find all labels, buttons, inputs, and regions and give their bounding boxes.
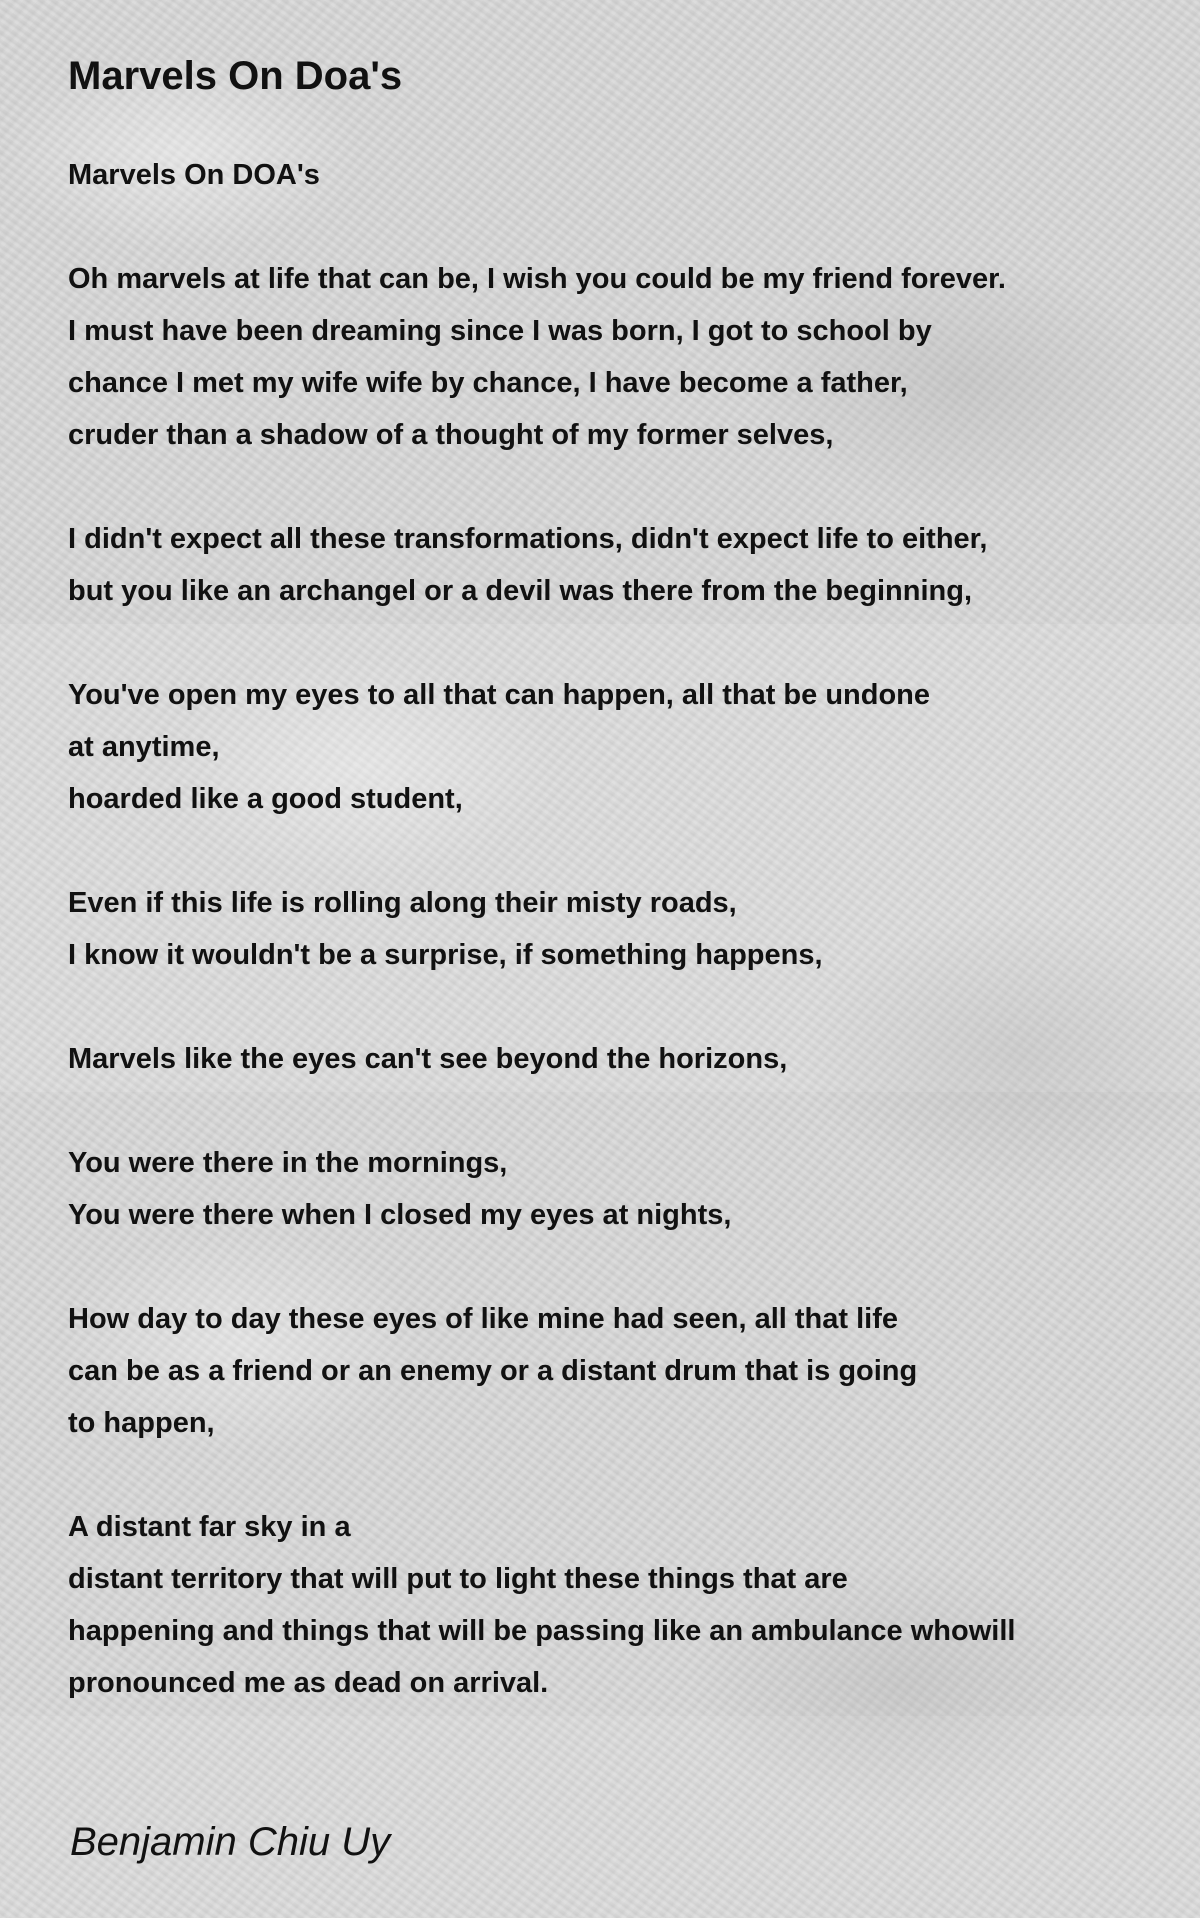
poem-line: How day to day these eyes of like mine had seen, all that life [68,1303,898,1335]
poem-body [68,149,1178,1761]
poem-line: pronounced me as dead on arrival. [68,1667,549,1699]
poem-stanza [68,877,1178,981]
poem-line: I know it wouldn't be a surprise, if something happens, [68,939,823,971]
poem-stanza [68,1137,1178,1241]
poem-line: Even if this life is rolling along their misty roads, [68,887,737,919]
poem-author: Benjamin Chiu Uy [70,1820,391,1864]
poem-line: cruder than a shadow of a thought of my former selves, [68,419,834,451]
poem-line: hoarded like a good student, [68,783,463,815]
poem-stanza [68,1033,1178,1085]
poem-stanza [68,513,1178,617]
poem-line: to happen, [68,1407,215,1439]
poem-line: Oh marvels at life that can be, I wish you could be my friend forever. [68,263,1006,295]
poem-stanza [68,1293,1178,1449]
poem-line: You were there when I closed my eyes at nights, [68,1199,732,1231]
poem-line: I didn't expect all these transformations, didn't expect life to either, [68,523,988,555]
poem-line: distant territory that will put to light these things that are [68,1563,848,1595]
poem-line: You've open my eyes to all that can happen, all that be undone [68,679,931,711]
poem-stanza [68,669,1178,825]
poem-line: Marvels like the eyes can't see beyond the horizons, [68,1043,788,1075]
poem-title: Marvels On Doa's [68,54,403,98]
poem-line: A distant far sky in a [68,1511,351,1543]
poem-line: can be as a friend or an enemy or a distant drum that is going [68,1355,918,1387]
poem-line: but you like an archangel or a devil was there from the beginning, [68,575,973,607]
poem-line: at anytime, [68,731,220,763]
poem-stanza [68,1501,1178,1709]
poem-line: You were there in the mornings, [68,1147,508,1179]
poem-line: chance I met my wife wife by chance, I have become a father, [68,367,908,399]
poem-line: Marvels On DOA's [68,159,320,191]
poem-line: I must have been dreaming since I was born, I got to school by [68,315,932,347]
poem-stanza [68,149,1178,201]
poem-line: happening and things that will be passing like an ambulance whowill [68,1615,1016,1647]
poem-stanza [68,253,1178,461]
